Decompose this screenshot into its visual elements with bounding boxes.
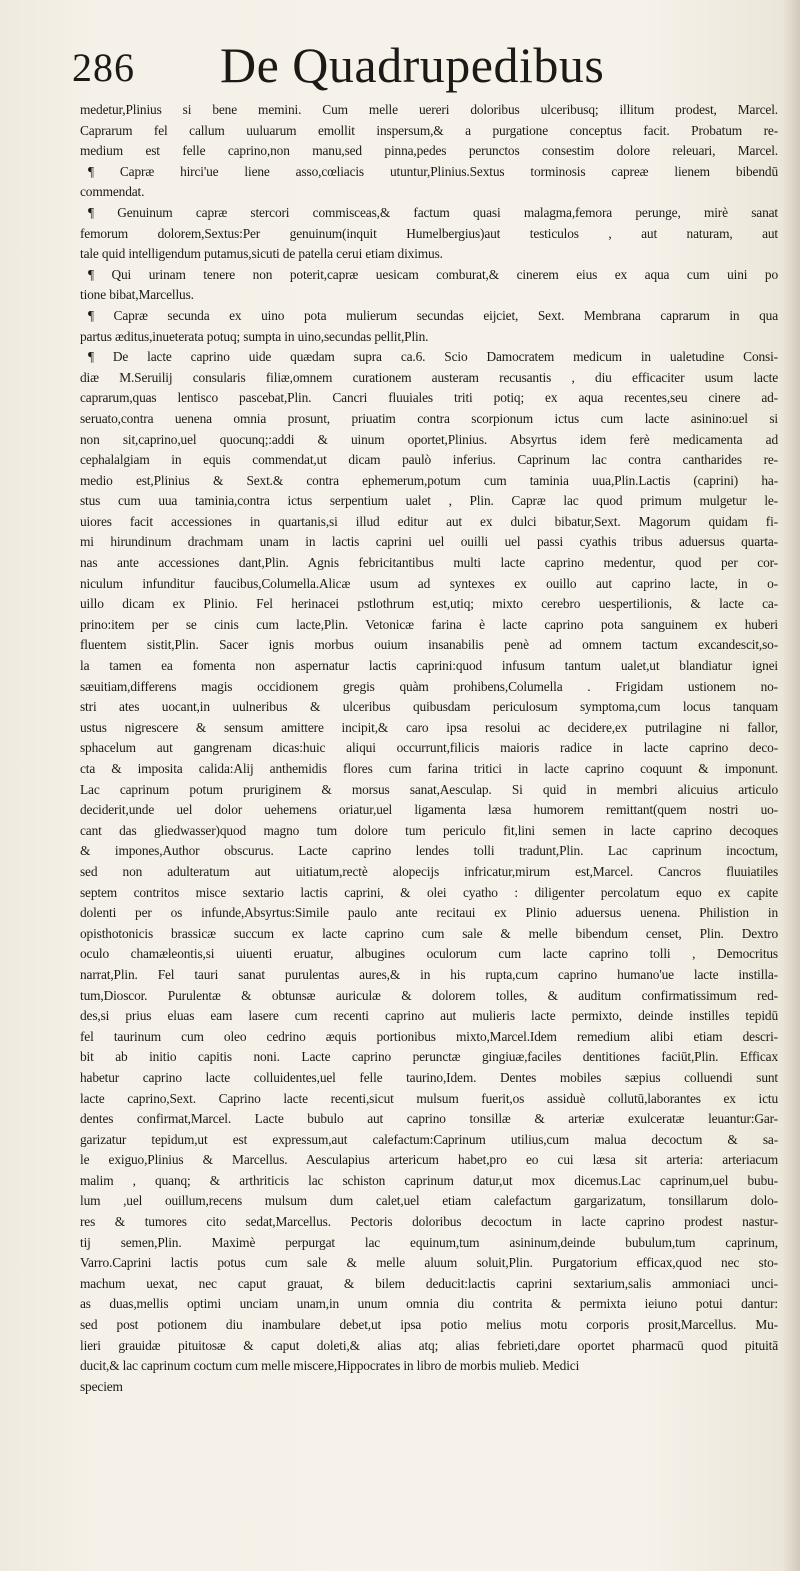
text-line: ¶ Capræ secunda ex uino pota mulierum secundas eijciet, Sext. Membrana caprarum in qua [88,307,778,323]
page-number: 286 [72,45,135,90]
text-line: stri ates uocant,in uulneribus & ulceribus quibusdam periculosum symptoma,cum locus tanquam [80,699,778,715]
text-line: sed post potionem diu inambulare debet,ut ipsa potio melius motu corporis prosit,Marcellus. Mu- [80,1317,778,1333]
text-line: niculum infunditur faucibus,Columella.Alicæ usum ad syntexes ex ouillo aut caprino lacte, in o- [80,575,778,591]
text-line: ¶ Genuinum capræ stercori commisceas,& factum quasi malagma,femora perunge, mirè sanat [88,204,778,220]
text-line: ¶ De lacte caprino uide quædam supra ca.6. Scio Damocratem medicum in ualetudine Consi- [88,349,778,365]
text-line: femorum dolorem,Sextus:Per genuinum(inquit Humelbergius)aut testiculos , aut naturam, aut [80,225,778,241]
text-line: nas ante accessiones dant,Plin. Agnis febricitantibus multi lacte caprino medentur, quod per cor- [80,555,778,571]
text-line: ¶ Qui urinam tenere non poterit,capræ uesicam comburat,& cinerem eius ex aqua cum uini po [88,266,778,282]
text-line: diæ M.Seruilij consularis filiæ,omnem curationem austeram recusantis , diu efficaciter usum lacte [80,369,778,385]
text-line: fel taurinum cum oleo cedrino æquis portionibus mixto,Marcel.Idem remedium alibi etiam descri- [80,1028,778,1044]
text-line: seruato,contra uenena omnia prosunt, priuatim contra scorpionum ictus cum lacte asinino:uel si [80,410,778,426]
text-line: partus æditus,inueterata potuq; sumpta in uino,secundas pellit,Plin. [80,328,429,344]
text-line: des,si prius eluas eam lasere cum recenti caprino aut mulieris lacte permixto, deinde instilles tepidū [80,1008,778,1024]
text-line: uillo dicam ex Plinio. Fel herinacei pstlothrum est,utiq; mixto cerebro uespertilionis, & lacte ca- [80,596,778,612]
page-edge-shadow [782,0,800,1571]
text-line: uiores facit accessiones in quartanis,si illud editur aut ex dulci bibatur,Sext. Magorum quidam fi- [80,513,778,529]
text-line: prino:item per se cinis cum lacte,Plin. Vetonicæ farina è lacte caprino pota sanguinem ex huberi [80,616,778,632]
text-line: sed non adulteratum aut uitiatum,rectè alopecijs infricatur,mirum est,Marcel. Cancros fluuiatiles [80,863,778,879]
body-text [80,100,778,1394]
text-line: dentes confirmat,Marcel. Lacte bubulo aut caprino tonsillæ & arteriæ exulceratæ leuantur:Gar- [80,1111,778,1127]
text-line: medium est felle caprino,non manu,sed pinna,pedes perunctos consestim dolore releuari, Marcel. [80,143,778,159]
text-line: cant das gliedwasser)quod magno tum dolore tum periculo fit,lini semen in lacte caprino decoques [80,822,778,838]
text-line: res & tumores cito sedat,Marcellus. Pectoris doloribus decoctum in lacte caprino prodest nastur- [80,1214,778,1230]
page-header [72,38,772,100]
text-line: medetur,Plinius si bene memini. Cum melle uereri doloribus ulceribusq; illitum prodest, Marcel. [80,102,778,117]
text-line: stus cum uua taminia,contra ictus serpentium ualet , Plin. Capræ lac quod primum mulgetur le- [80,493,778,509]
text-line: medio est,Plinius & Sext.& contra ephemerum,potum cum taminia uua,Plin.Lactis (caprini) ha- [80,472,778,488]
text-line: habetur caprino lacte colluidentes,uel felle taurino,Idem. Dentes mobiles sæpius colluendi sunt [80,1069,778,1085]
text-line: deciderit,unde uel dolor uehemens oriatur,uel ligamenta læsa humorem remittant(quem nostri uo- [80,802,778,818]
text-line: Lac caprinum potum pruriginem & morsus sanat,Aesculap. Si quid in membri alicuius articulo [80,781,778,797]
text-line: machum uexat, nec caput grauat, & bilem deducit:lactis caprini sextarium,salis ammoniaci unci- [80,1275,778,1291]
text-line: narrat,Plin. Fel tauri sanat purulentas aures,& in his rupta,cum caprino humano'ue lacte instilla- [80,966,778,982]
text-line: sphacelum aut gangrenam dicas:huic aliqui occurrunt,filicis maioris radice in lacte caprino deco- [80,740,778,756]
text-line: mi hirundinum drachmam unam in lactis caprini uel ouilli uel passi cyathis tribus aduersus quarta- [80,534,778,550]
text-line: caprarum,quas lentisco pascebat,Plin. Cancri fluuiales triti potiq; ex aqua recentes,seu cinere ad- [80,390,778,406]
text-line: oculo chamæleontis,si uiuenti eruatur, albugines oculorum cum lacte caprino tolli , Democritus [80,946,778,962]
text-line: ducit,& lac caprinum coctum cum melle miscere,Hippocrates in libro de morbis mulieb. Medici [80,1358,580,1374]
running-head: De Quadrupedibus [220,37,605,93]
text-line: cephalalgiam in equis commendat,ut dicam paulò inferius. Caprinum lac contra cantharides re- [80,452,778,468]
text-line: malim , quanq; & arthriticis lac schiston caprinum datur,ut mox dicemus.Lac caprinum,uel bubu- [80,1172,778,1188]
text-line: tale quid intelligendum putamus,sicuti de patella cerui etiam diximus. [80,246,443,262]
text-line: fluentem sistit,Plin. Sacer ignis morbus ouium insanabilis penè ad omnem tactum excandescit,so- [80,637,778,653]
text-line: bit ab initio capitis noni. Lacte caprino perunctæ gingiuæ,faciles dentitiones faciūt,Plin. Efficax [80,1049,778,1065]
text-line: tum,Dioscor. Purulentæ & obtunsæ auriculæ & dolorem tolles, & auditum confirmatissimum red- [80,987,778,1003]
text-line: as duas,mellis optimi unciam unam,in unum omnia diu contrita & permixta ieiuno potui dantur: [80,1296,778,1312]
text-line: non sit,caprino,uel quocunq;:addi & uinum oportet,Plinius. Absyrtus idem ferè medicamenta ad [80,431,778,447]
text-line: septem contritos misce sextario lactis caprini, & olei cyatho : diligenter percolatum equo ex capite [80,884,778,900]
text-line: tij semen,Plin. Maximè perpurgat lac equinum,tum asininum,deinde bubulum,tum caprinum, [80,1234,778,1250]
text-line: dolenti per os infunde,Absyrtus:Simile paulo ante recitaui ex Plinio aduersus uenena. Philistion in [80,905,778,921]
text-line: garizatur tepidum,ut est expressum,aut calefactum:Caprinum utilius,cum malua decoctum & sa- [80,1131,778,1147]
text-line: speciem [80,1378,123,1394]
text-line: cta & imposita calida:Alij anthemidis flores cum farina tritici in lacte caprino coquunt & imponunt. [80,761,778,776]
text-line: ustus nigrescere & sensum amittere incipit,& caro ipsa resolui ac decidere,ex putrilagine ni fallor, [80,719,778,735]
text-line: & impones,Author obscurus. Lacte caprino lendes tolli tradunt,Plin. Lac caprinum incoctum, [80,843,778,859]
text-line: tione bibat,Marcellus. [80,287,194,303]
text-line: ¶ Capræ hirci'ue liene asso,cœliacis utuntur,Plinius.Sextus torminosis capreæ lienem bibendū [88,163,778,179]
text-line: Caprarum fel callum uuluarum emollit inspersum,& a purgatione conceptus facit. Probatum re- [80,122,778,138]
text-line: le exiguo,Plinius & Marcellus. Aesculapius artericum habet,pro eo cui læsa sit arteria: arteriacum [80,1152,778,1168]
text-line: sæuitiam,differens magis occidionem gregis quàm prohibens,Columella . Frigidam ustionem no- [80,678,778,694]
text-line: commendat. [80,184,145,200]
text-line: Varro.Caprini lactis potus cum sale & melle aluum soluit,Plin. Purgatorium efficax,quod nec sto- [80,1255,778,1271]
text-line: la tamen ea fomenta non aspernatur lactis caprini:quod infusum tantum ualet,ut blandiatur ignei [80,658,778,674]
text-line: lieri grauidæ pituitosæ & caput doleti,& alias atq; alias febrieti,dare oportet pharmacū quod pituitā [80,1337,778,1353]
text-line: opisthotonicis brassicæ succum ex lacte caprino cum sale & melle bibendum censet, Plin. Dextro [80,925,778,941]
text-line: lum ,uel ouillum,recens mulsum dum calet,uel etiam calefactum gargarizatum, tonsillarum dolo- [80,1193,778,1209]
text-line: lacte caprino,Sext. Caprino lacte recenti,sicut mulsum fuerit,os assiduè collutū,laborantes ex ictu [80,1090,778,1106]
